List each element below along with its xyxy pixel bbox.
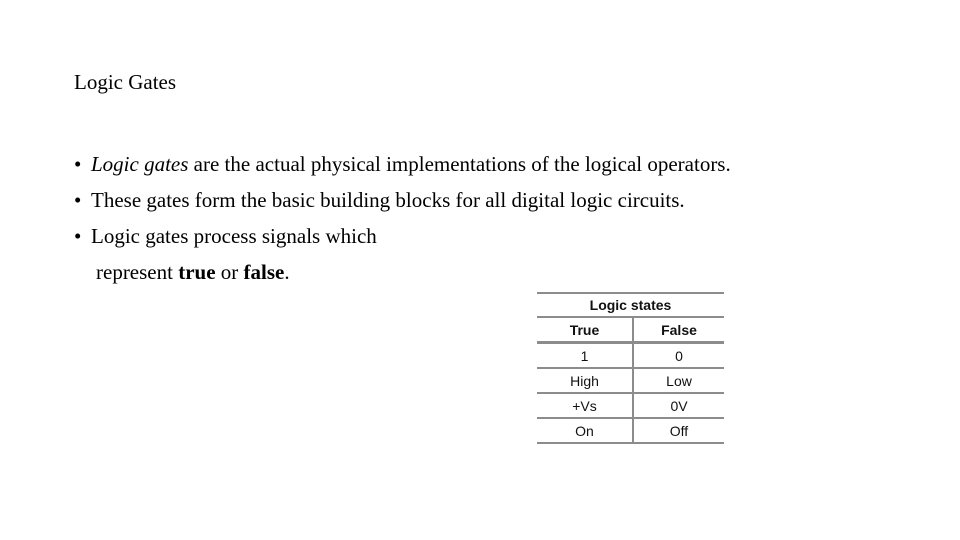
table-caption: Logic states	[537, 292, 724, 318]
bullet-list	[74, 146, 731, 290]
table-row	[537, 344, 724, 369]
table-caption-row	[537, 292, 724, 318]
slide-title: Logic Gates	[74, 70, 177, 94]
bullet-3-continuation	[91, 254, 731, 290]
bullet-3-prefix: represent	[96, 260, 179, 284]
logic-states-table	[537, 292, 724, 444]
bullet-1-italic-term: Logic gates	[91, 152, 189, 176]
bullet-item-1	[74, 146, 731, 182]
table-header-row	[537, 318, 724, 344]
bullet-item-3	[74, 218, 731, 290]
table-row	[537, 369, 724, 394]
cell-false: 0	[634, 344, 724, 369]
bullet-dot: •	[74, 152, 82, 176]
cell-true: High	[537, 369, 634, 394]
header-false: False	[634, 318, 724, 344]
bullet-3-text: Logic gates process signals which	[91, 224, 377, 248]
bold-false: false	[243, 260, 285, 284]
bullet-dot: •	[74, 188, 82, 212]
cell-true: On	[537, 419, 634, 444]
bullet-3-suffix: .	[284, 260, 290, 284]
bold-true: true	[178, 260, 216, 284]
cell-true: +Vs	[537, 394, 634, 419]
cell-false: 0V	[634, 394, 724, 419]
table-row	[537, 394, 724, 419]
header-true: True	[537, 318, 634, 344]
cell-false: Off	[634, 419, 724, 444]
bullet-2-text: These gates form the basic building blocks for all digital logic circuits.	[91, 188, 685, 212]
bullet-dot: •	[74, 224, 82, 248]
cell-false: Low	[634, 369, 724, 394]
bullet-1-text: are the actual physical implementations of the logical operators.	[188, 152, 731, 176]
bullet-3-middle: or	[215, 260, 244, 284]
cell-true: 1	[537, 344, 634, 369]
table-row	[537, 419, 724, 444]
bullet-item-2	[74, 182, 731, 218]
